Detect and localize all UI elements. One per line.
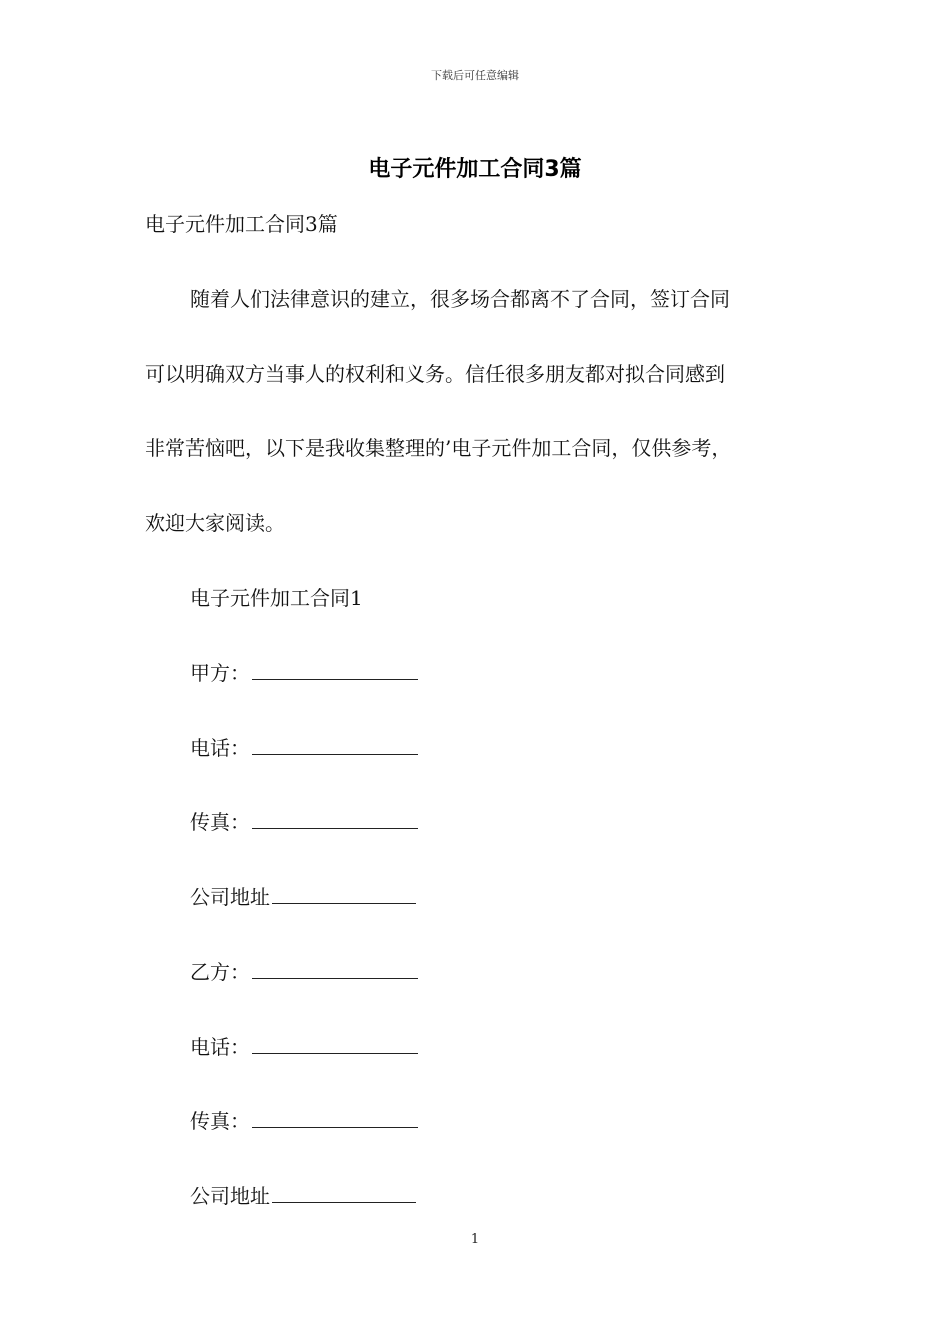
- party-b-fax-field: [190, 1107, 418, 1135]
- party-b-fax-blank: [252, 1109, 418, 1128]
- party-a-phone-field: [190, 734, 418, 762]
- header-note: 下载后可任意编辑: [431, 69, 519, 82]
- party-a-label: 甲方：: [190, 661, 250, 685]
- party-b-address-blank: [272, 1184, 416, 1203]
- party-b-phone-blank: [252, 1035, 418, 1054]
- party-b-address-field: [190, 1182, 416, 1210]
- party-b-phone-label: 电话：: [190, 1035, 250, 1059]
- intro-line-1: 随着人们法律意识的建立，很多场合都离不了合同，签订合同: [190, 287, 730, 311]
- party-a-address-field: [190, 883, 416, 911]
- intro-line-3: 非常苦恼吧，以下是我收集整理的’电子元件加工合同，仅供参考，: [145, 436, 732, 460]
- party-a-fax-blank: [252, 810, 418, 829]
- party-a-fax-label: 传真：: [190, 810, 250, 834]
- document-subtitle: 电子元件加工合同3篇: [145, 212, 338, 236]
- party-a-address-label: 公司地址: [190, 885, 270, 909]
- party-b-field: [190, 958, 418, 986]
- party-b-address-label: 公司地址: [190, 1184, 270, 1208]
- party-b-label: 乙方：: [190, 960, 250, 984]
- intro-line-2: 可以明确双方当事人的权利和义务。信任很多朋友都对拟合同感到: [145, 362, 725, 386]
- party-a-address-blank: [272, 885, 416, 904]
- document-title: 电子元件加工合同3篇: [368, 157, 582, 182]
- party-a-fax-field: [190, 808, 418, 836]
- section-heading: 电子元件加工合同1: [190, 586, 363, 610]
- page-number: 1: [470, 1232, 480, 1247]
- party-b-fax-label: 传真：: [190, 1109, 250, 1133]
- party-a-field: [190, 659, 418, 687]
- party-a-blank: [252, 661, 418, 680]
- intro-line-4: 欢迎大家阅读。: [145, 511, 285, 535]
- party-b-phone-field: [190, 1033, 418, 1061]
- party-a-phone-blank: [252, 736, 418, 755]
- party-b-blank: [252, 960, 418, 979]
- party-a-phone-label: 电话：: [190, 736, 250, 760]
